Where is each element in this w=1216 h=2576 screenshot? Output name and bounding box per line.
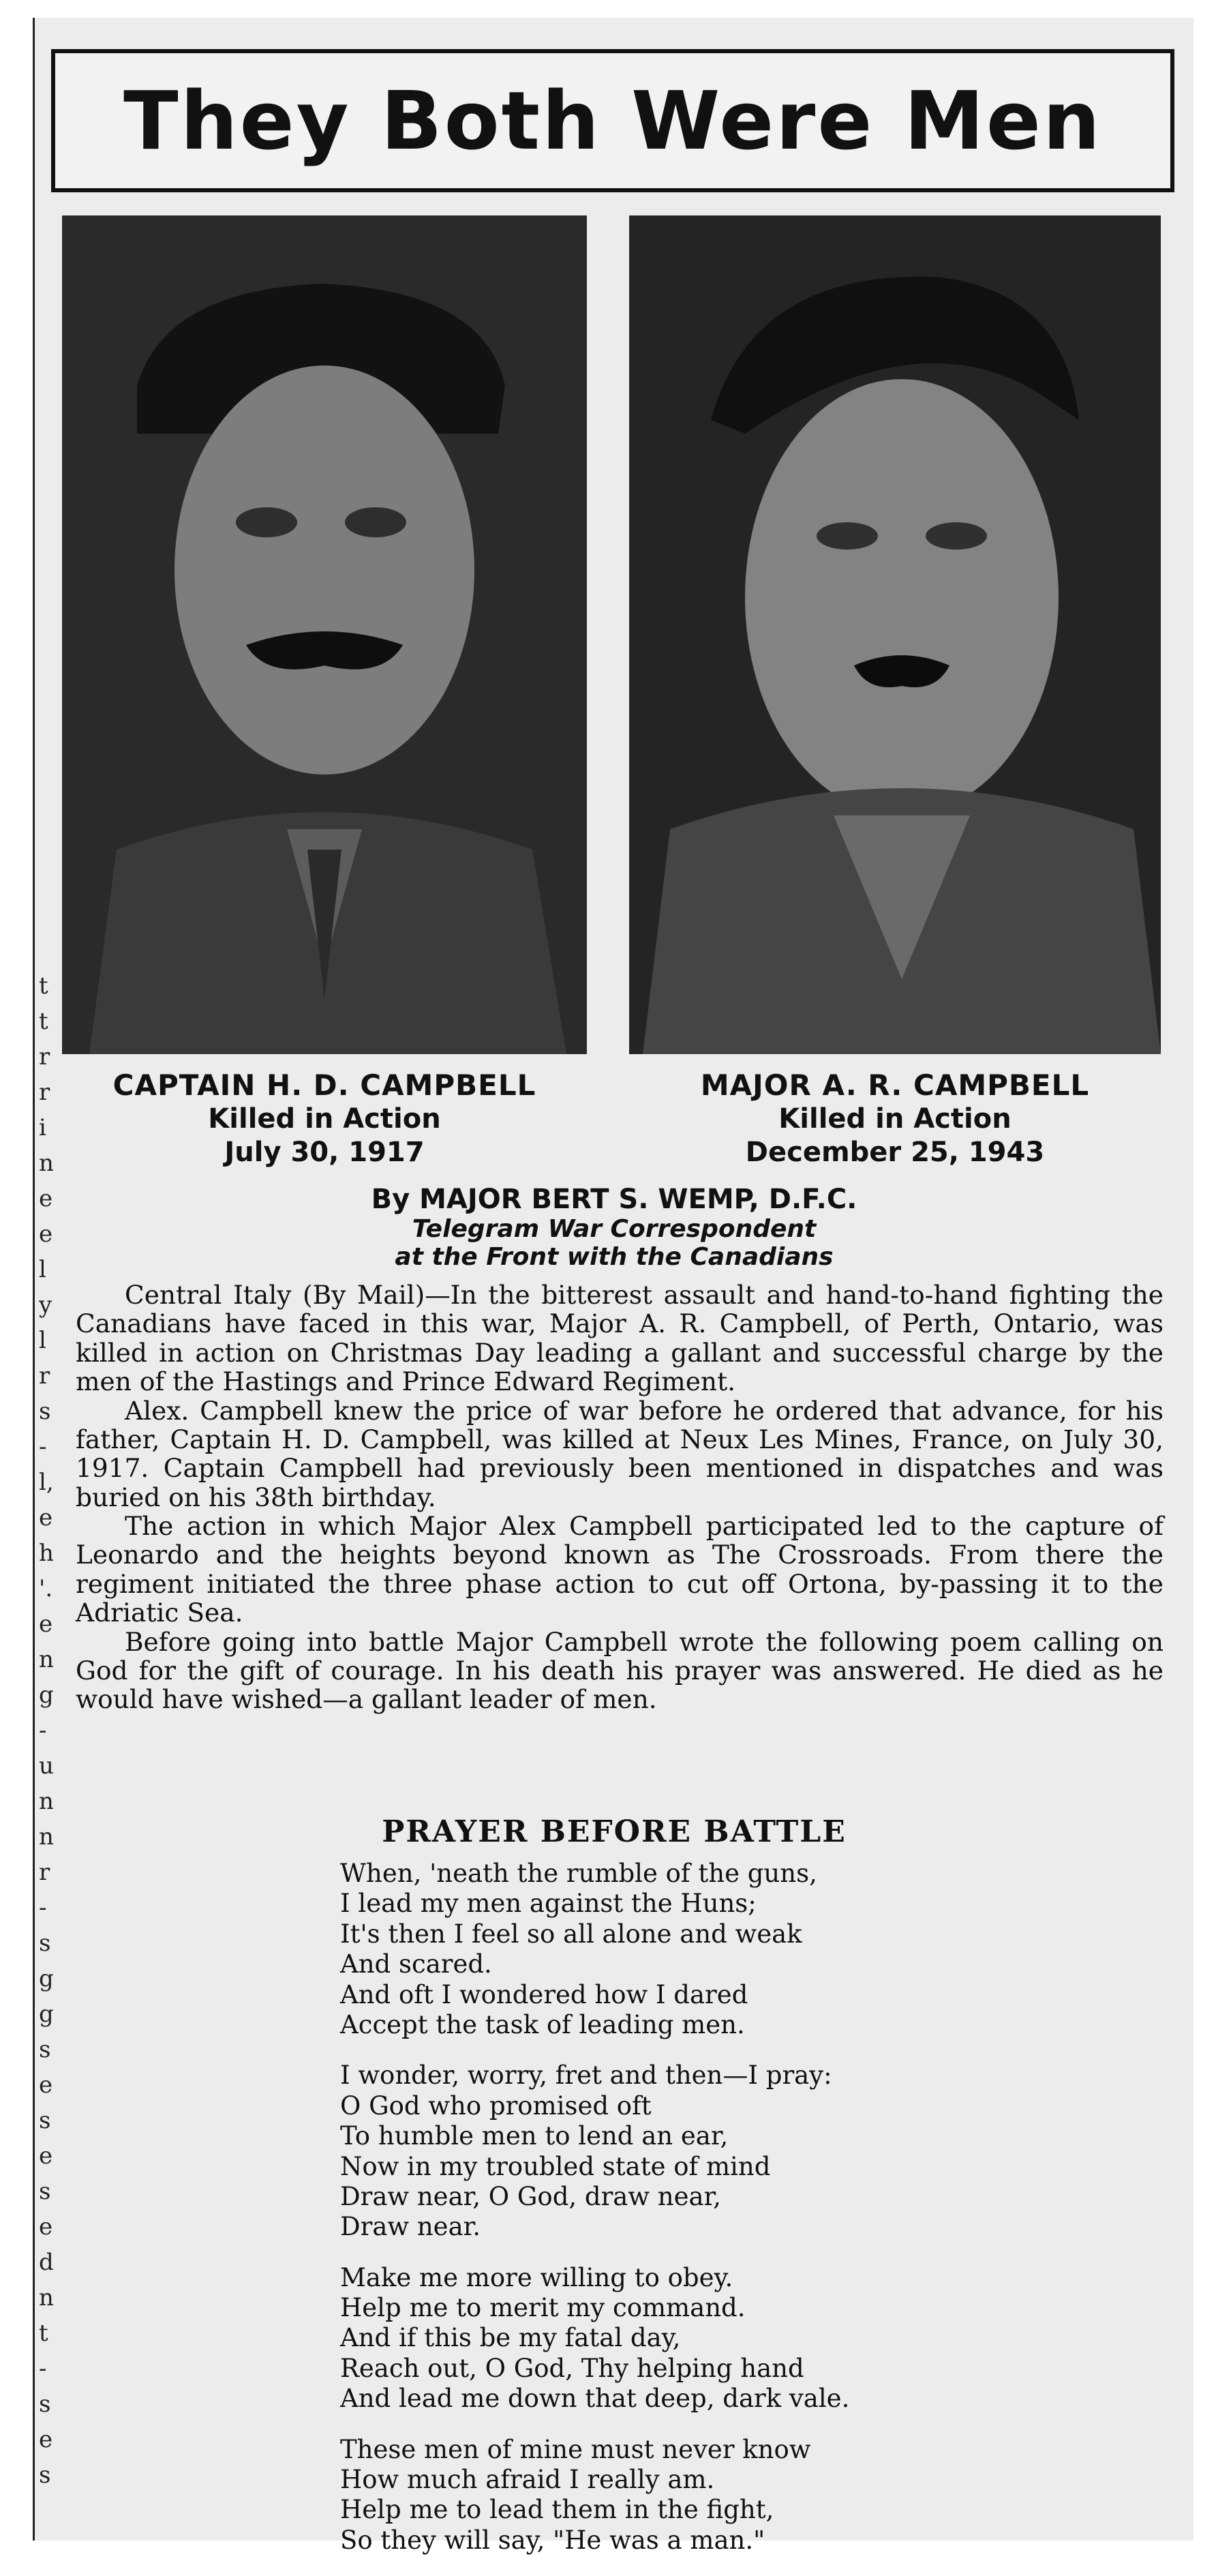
poem-line: And lead me down that deep, dark vale.	[340, 2384, 850, 2414]
poem-line: And oft I wondered how I dared	[340, 1979, 748, 2009]
byline-role: Telegram War Correspondent	[412, 1215, 817, 1243]
gutter-letter: s	[39, 1930, 51, 1957]
poem-line: Accept the task of leading men.	[340, 2009, 745, 2039]
headline-box	[51, 49, 1174, 192]
poem-line: I wonder, worry, fret and then—I pray:	[340, 2061, 832, 2091]
byline	[35, 1184, 1194, 1272]
gutter-letter: n	[39, 2284, 54, 2311]
poem-stanza	[340, 1859, 1124, 2040]
poem-line: Reach out, O God, Thy helping hand	[340, 2353, 804, 2383]
poem-stanza	[340, 2435, 1124, 2556]
gutter-letter: l	[39, 1256, 46, 1283]
article-paragraph: Central Italy (By Mail)—In the bitterest assault and hand-to-hand fighting the Canadians have faced in this war, Major A. R. Campbell, of Perth, Ontario, was killed in action on Christmas Day leading a gallant and successful charge by the men of the Hastings and Prince Edward Regiment.	[76, 1280, 1164, 1397]
gutter-letter: e	[39, 1611, 53, 1638]
poem-line: Now in my troubled state of mind	[340, 2151, 771, 2181]
article-body	[76, 1280, 1164, 1714]
gutter-letter: h	[39, 1540, 54, 1567]
gutter-letter: e	[39, 1220, 53, 1248]
gutter-letter: g	[39, 1965, 54, 1992]
portrait-photo-captain	[62, 215, 587, 1054]
poem-line: It's then I feel so all alone and weak	[340, 1919, 802, 1949]
poem-line: O God who promised oft	[340, 2091, 652, 2121]
newspaper-clipping	[33, 18, 1194, 2555]
poem-line: So they will say, "He was a man."	[340, 2525, 765, 2555]
gutter-letter: e	[39, 2071, 53, 2099]
byline-author: By MAJOR BERT S. WEMP, D.F.C.	[371, 1184, 857, 1215]
caption-major	[629, 1068, 1161, 1169]
gutter-letter: s	[39, 2036, 51, 2063]
article-paragraph: Alex. Campbell knew the price of war before he ordered that advance, for his father, Captain H. D. Campbell, was killed at Neux Les Mines, France, on July 30, 1917. Captain Campbell had previously been mentioned in dispatches and was buried on his 38th birthday.	[76, 1395, 1164, 1512]
poem-line: And scared.	[340, 1949, 492, 1979]
gutter-letter: r	[39, 1079, 50, 1106]
poem-line: How much afraid I really am.	[340, 2465, 715, 2495]
caption-date: July 30, 1917	[224, 1137, 425, 1169]
gutter-letter: e	[39, 2426, 53, 2453]
caption-captain	[62, 1068, 587, 1169]
caption-date: December 25, 1943	[745, 1137, 1045, 1169]
gutter-letter: e	[39, 2142, 53, 2170]
poem-line: I lead my men against the Huns;	[340, 1889, 757, 1919]
gutter-letter: t	[39, 2320, 48, 2347]
gutter-letter: s	[39, 2178, 51, 2205]
caption-status: Killed in Action	[778, 1103, 1012, 1135]
gutter-letter: n	[39, 1646, 54, 1673]
poem-line: When, 'neath the rumble of the guns,	[340, 1859, 817, 1888]
gutter-letter: t	[39, 1008, 48, 1035]
gutter-letter: -	[39, 2355, 47, 2382]
gutter-letter: -	[39, 1894, 47, 1921]
gutter-letter: s	[39, 2107, 51, 2134]
gutter-letter: -	[39, 1433, 47, 1461]
gutter-letter: d	[39, 2249, 54, 2276]
gutter-letter: '.	[39, 1575, 53, 1602]
gutter-letter: n	[39, 1150, 54, 1177]
poem-line: Draw near.	[340, 2212, 481, 2242]
poem-stanza	[340, 2263, 1124, 2414]
gutter-letter: t	[39, 972, 48, 1000]
gutter-letter: u	[39, 1752, 54, 1780]
gutter-letter: s	[39, 2461, 51, 2489]
gutter-letter: l,	[39, 1469, 54, 1496]
portrait-photo-major	[629, 215, 1161, 1054]
gutter-letter: e	[39, 1185, 53, 1212]
gutter-letter: n	[39, 1823, 54, 1851]
gutter-letter: e	[39, 1504, 53, 1531]
gutter-letter: r	[39, 1859, 50, 1886]
poem-line: Help me to lead them in the fight,	[340, 2495, 774, 2525]
gutter-letter: e	[39, 2213, 53, 2241]
caption-name: CAPTAIN H. D. CAMPBELL	[112, 1068, 536, 1102]
gutter-letter: g	[39, 2001, 54, 2028]
gutter-letter: r	[39, 1043, 50, 1070]
poem-stanza	[340, 2061, 1124, 2242]
gutter-letter: n	[39, 1788, 54, 1815]
poem-line: Help me to merit my command.	[340, 2293, 746, 2323]
poem-title: PRAYER BEFORE BATTLE	[382, 1814, 847, 1849]
gutter-letter: s	[39, 2391, 51, 2418]
poem-line: To humble men to lend an ear,	[340, 2121, 729, 2151]
poem-line: Make me more willing to obey.	[340, 2262, 733, 2292]
gutter-letter: s	[39, 1398, 51, 1425]
article-paragraph: Before going into battle Major Campbell wrote the following poem calling on God for the gift of courage. In his death his prayer was answered. He died as he would have wished—a gallant leader of men.	[76, 1626, 1164, 1715]
poem-line: These men of mine must never know	[340, 2434, 811, 2464]
caption-name: MAJOR A. R. CAMPBELL	[700, 1068, 1090, 1102]
gutter-letter: y	[39, 1291, 52, 1319]
gutter-letter: g	[39, 1681, 54, 1709]
byline-location: at the Front with the Canadians	[395, 1243, 834, 1272]
caption-status: Killed in Action	[208, 1103, 441, 1135]
gutter-letter: i	[39, 1114, 46, 1141]
poem	[340, 1859, 1124, 2576]
headline: They Both Were Men	[123, 74, 1102, 168]
poem-line: Draw near, O God, draw near,	[340, 2181, 721, 2211]
article-paragraph: The action in which Major Alex Campbell participated led to the capture of Leonardo and the heights beyond known as The Crossroads. From there the regiment initiated the three phase action to cut off Ortona, by-passing it to the Adriatic Sea.	[76, 1511, 1164, 1628]
poem-line: And if this be my fatal day,	[340, 2323, 681, 2353]
gutter-letter: -	[39, 1717, 47, 1744]
gutter-letter: l	[39, 1327, 46, 1354]
gutter-letter: r	[39, 1362, 50, 1390]
